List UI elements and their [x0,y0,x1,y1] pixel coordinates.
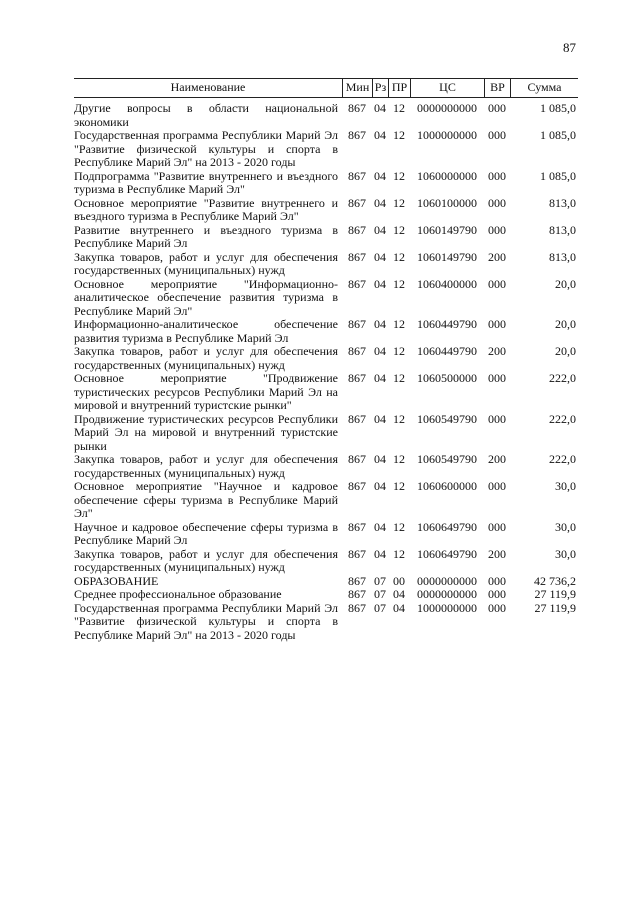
cell-pr: 12 [393,411,405,426]
cell-cs: 1060149790 [417,222,477,237]
table-body [74,98,578,642]
cell-min: 867 [348,249,366,264]
table-row [74,480,578,521]
cell-min: 867 [348,546,366,561]
cell-name: Закупка товаров, работ и услуг для обеспечения государственных (муниципальных) нужд [74,452,338,480]
cell-pr: 04 [393,600,405,615]
header-cs: ЦС [410,79,484,97]
table-row [74,251,578,278]
cell-vr: 200 [488,344,506,358]
cell-vr: 000 [488,600,506,615]
cell-vr: 000 [488,317,506,331]
table-row [74,278,578,319]
cell-vr: 000 [488,195,506,210]
cell-vr: 200 [488,452,506,466]
cell-pr: 12 [393,317,405,331]
cell-min: 867 [348,317,366,331]
cell-cs: 1060100000 [417,195,477,210]
cell-sum: 222,0 [549,452,576,466]
cell-vr: 000 [488,168,506,183]
header-min: Мин [342,79,372,97]
cell-rz: 04 [374,317,386,331]
cell-rz: 04 [374,276,386,291]
header-name: Наименование [170,80,246,94]
cell-rz: 04 [374,128,386,142]
cell-cs: 1060400000 [417,276,477,291]
table-row [74,170,578,197]
cell-cs: 0000000000 [417,101,477,115]
cell-rz: 04 [374,479,386,493]
cell-min: 867 [348,371,366,385]
cell-sum: 27 119,9 [534,587,576,601]
header-rz: Рз [372,79,388,97]
cell-sum: 222,0 [549,411,576,426]
cell-name: Основное мероприятие "Продвижение туристических ресурсов Республики Марий Эл на мировой и внутренний туристские рынки" [74,371,338,412]
table-row [74,453,578,480]
cell-name: Информационно-аналитическое обеспечение развития туризма в Республике Марий Эл [74,317,338,345]
cell-min: 867 [348,222,366,237]
cell-pr: 12 [393,546,405,561]
cell-min: 867 [348,479,366,493]
cell-sum: 20,0 [555,276,576,291]
cell-cs: 1060500000 [417,371,477,385]
table-row [74,521,578,548]
cell-rz: 04 [374,222,386,237]
cell-cs: 1060449790 [417,344,477,358]
cell-pr: 12 [393,479,405,493]
cell-cs: 1060649790 [417,519,477,534]
page-number: 87 [563,40,576,55]
cell-sum: 222,0 [549,371,576,385]
table-row [74,224,578,251]
cell-min: 867 [348,411,366,426]
cell-rz: 07 [374,573,386,588]
cell-name: ОБРАЗОВАНИЕ [74,573,159,588]
header-pr: ПР [388,79,410,97]
budget-table [74,78,578,642]
cell-pr: 12 [393,519,405,534]
cell-min: 867 [348,344,366,358]
cell-cs: 1060449790 [417,317,477,331]
cell-pr: 12 [393,249,405,264]
cell-pr: 12 [393,344,405,358]
table-row [74,548,578,575]
cell-min: 867 [348,519,366,534]
cell-min: 867 [348,573,366,588]
cell-vr: 000 [488,587,506,601]
cell-min: 867 [348,101,366,115]
cell-cs: 1060649790 [417,546,477,561]
cell-min: 867 [348,276,366,291]
table-row [74,588,578,602]
cell-cs: 1000000000 [417,600,477,615]
cell-vr: 000 [488,411,506,426]
cell-name: Государственная программа Республики Марий Эл "Развитие физической культуры и спорта в Республике Марий Эл" на 2013 - 2020 годы [74,128,338,169]
cell-cs: 1060600000 [417,479,477,493]
cell-rz: 04 [374,168,386,183]
cell-rz: 07 [374,587,386,601]
cell-sum: 813,0 [549,249,576,264]
cell-pr: 12 [393,168,405,183]
cell-name: Основное мероприятие "Научное и кадровое обеспечение сферы туризма в Республике Марий Эл" [74,479,338,520]
cell-cs: 1060549790 [417,411,477,426]
cell-sum: 1 085,0 [540,128,576,142]
cell-sum: 30,0 [555,519,576,534]
cell-rz: 04 [374,101,386,115]
header-vr: ВР [484,79,510,97]
table-row [74,102,578,129]
cell-rz: 04 [374,546,386,561]
header-sum: Сумма [510,79,578,97]
table-row [74,318,578,345]
cell-pr: 12 [393,222,405,237]
cell-sum: 27 119,9 [534,600,576,615]
cell-sum: 30,0 [555,546,576,561]
cell-cs: 0000000000 [417,587,477,601]
cell-cs: 1060000000 [417,168,477,183]
cell-name: Научное и кадровое обеспечение сферы туризма в Республике Марий Эл [74,519,338,547]
cell-vr: 000 [488,276,506,291]
cell-name: Закупка товаров, работ и услуг для обеспечения государственных (муниципальных) нужд [74,344,338,372]
cell-min: 867 [348,168,366,183]
cell-sum: 20,0 [555,317,576,331]
cell-vr: 000 [488,101,506,115]
cell-name: Развитие внутреннего и въездного туризма в Республике Марий Эл [74,222,338,250]
cell-pr: 00 [393,573,405,588]
table-header [74,78,578,98]
cell-vr: 000 [488,479,506,493]
cell-cs: 1000000000 [417,128,477,142]
cell-vr: 000 [488,573,506,588]
cell-vr: 000 [488,222,506,237]
table-row [74,602,578,643]
cell-vr: 000 [488,519,506,534]
cell-sum: 30,0 [555,479,576,493]
cell-pr: 12 [393,195,405,210]
cell-sum: 1 085,0 [540,168,576,183]
cell-vr: 000 [488,128,506,142]
cell-pr: 04 [393,587,405,601]
table-row [74,413,578,454]
cell-pr: 12 [393,101,405,115]
cell-name: Продвижение туристических ресурсов Республики Марий Эл на мировой и внутренний туристские рынки [74,411,338,453]
cell-sum: 1 085,0 [540,101,576,115]
cell-min: 867 [348,587,366,601]
cell-rz: 04 [374,195,386,210]
cell-pr: 12 [393,452,405,466]
cell-min: 867 [348,600,366,615]
cell-rz: 04 [374,519,386,534]
cell-rz: 04 [374,452,386,466]
cell-name: Государственная программа Республики Марий Эл "Развитие физической культуры и спорта в Республике Марий Эл" на 2013 - 2020 годы [74,600,338,642]
cell-vr: 200 [488,546,506,561]
cell-sum: 813,0 [549,195,576,210]
cell-pr: 12 [393,371,405,385]
table-row [74,372,578,413]
cell-rz: 04 [374,344,386,358]
cell-rz: 04 [374,411,386,426]
cell-sum: 42 736,2 [534,573,576,588]
cell-min: 867 [348,195,366,210]
table-row [74,345,578,372]
cell-name: Закупка товаров, работ и услуг для обеспечения государственных (муниципальных) нужд [74,546,338,574]
cell-min: 867 [348,452,366,466]
cell-cs: 1060149790 [417,249,477,264]
cell-name: Другие вопросы в области национальной экономики [74,101,338,129]
cell-name: Закупка товаров, работ и услуг для обеспечения государственных (муниципальных) нужд [74,249,338,277]
table-row [74,197,578,224]
cell-rz: 04 [374,249,386,264]
cell-vr: 000 [488,371,506,385]
cell-name: Подпрограмма "Развитие внутреннего и въездного туризма в Республике Марий Эл" [74,168,338,196]
cell-min: 867 [348,128,366,142]
cell-name: Основное мероприятие "Информационно-аналитическое обеспечение развития туризма в Республике Марий Эл" [74,276,338,318]
cell-rz: 07 [374,600,386,615]
cell-vr: 200 [488,249,506,264]
cell-name: Среднее профессиональное образование [74,587,282,601]
cell-rz: 04 [374,371,386,385]
cell-sum: 813,0 [549,222,576,237]
cell-sum: 20,0 [555,344,576,358]
cell-pr: 12 [393,128,405,142]
table-row [74,575,578,589]
cell-cs: 0000000000 [417,573,477,588]
cell-name: Основное мероприятие "Развитие внутреннего и въездного туризма в Республике Марий Эл" [74,195,338,223]
table-row [74,129,578,170]
cell-pr: 12 [393,276,405,291]
cell-cs: 1060549790 [417,452,477,466]
